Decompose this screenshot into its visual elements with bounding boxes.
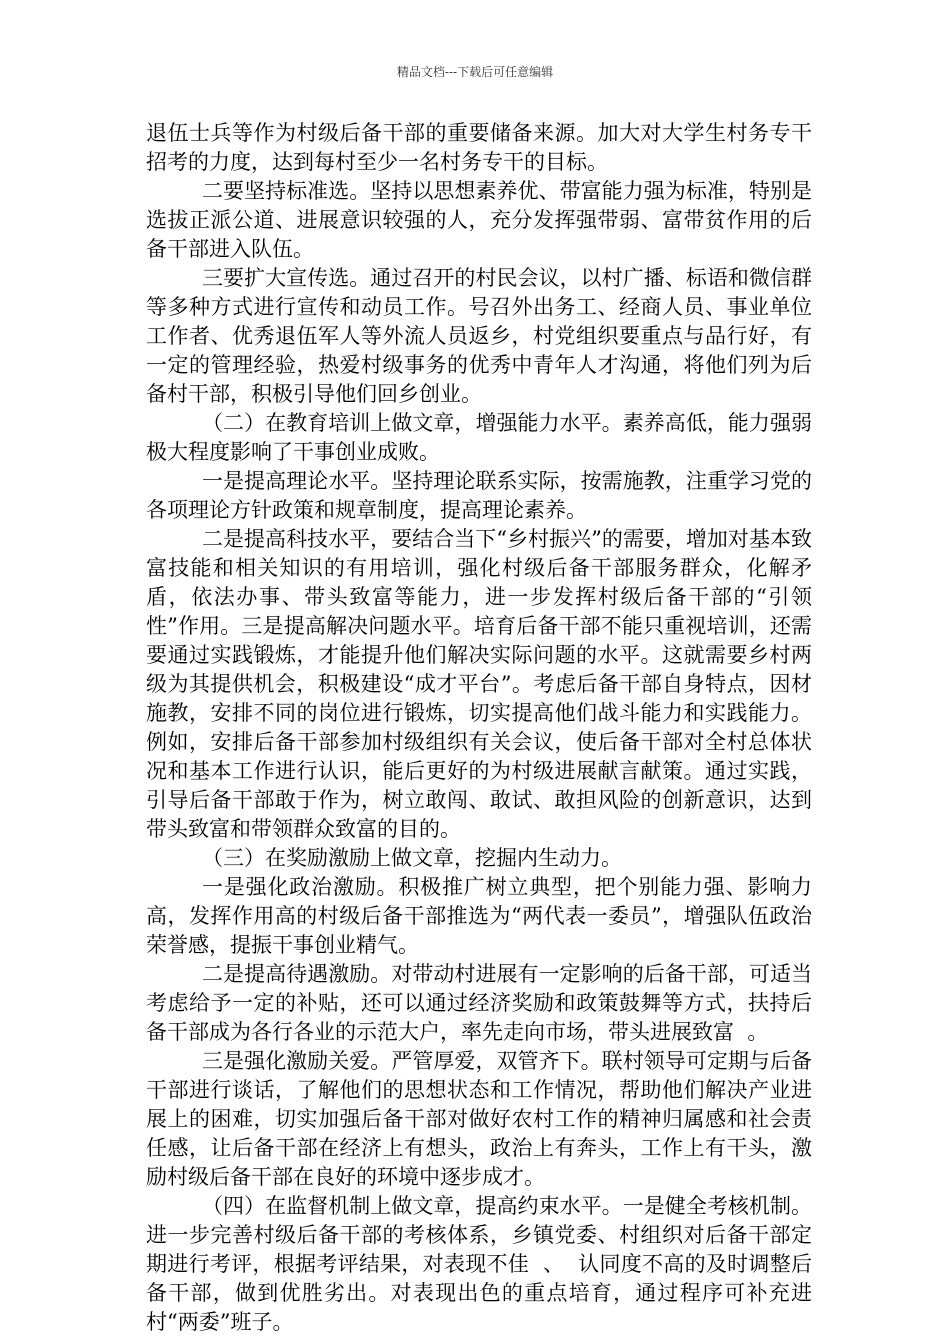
- paragraph: 二是提高科技水平，要结合当下“乡村振兴”的需要，增加对基本致富技能和相关知识的有用培训，强化村级后备干部服务群众，化解矛盾，依法办事、带头致富等能力，进一步发挥村级后备干部的“引领性”作用。三是提高解决问题水平。培育后备干部不能只重视培训，还需要通过实践锻炼，才能提升他们解决实际问题的水平。这就需要乡村两级为其提供机会，积极建设“成才平台”。考虑后备干部自身特点，因材施教，安排不同的岗位进行锻炼，切实提高他们战斗能力和实践能力。例如，安排后备干部参加村级组织有关会议，使后备干部对全村总体状况和基本工作进行认识，能后更好的为村级进展献言献策。通过实践，引导后备干部敢于作为，树立敢闯、敢试、敢担风险的创新意识，达到带头致富和带领群众致富的目的。: [146, 527, 812, 841]
- paragraph: 退伍士兵等作为村级后备干部的重要储备来源。加大对大学生村务专干招考的力度，达到每村至少一名村务专干的目标。: [146, 121, 812, 174]
- paragraph: 一是强化政治激励。积极推广树立典型，把个别能力强、影响力高，发挥作用高的村级后备干部推选为“两代表一委员”，增强队伍政治荣誉感，提振干事创业精气。: [146, 875, 812, 957]
- paragraph: 三要扩大宣传选。通过召开的村民会议，以村广播、标语和微信群等多种方式进行宣传和动员工作。号召外出务工、经商人员、事业单位工作者、优秀退伍军人等外流人员返乡，村党组织要重点与品行好，有一定的管理经验，热爱村级事务的优秀中青年人才沟通，将他们列为后备村干部，积极引导他们回乡创业。: [146, 266, 812, 406]
- section-heading-paragraph: （二）在教育培训上做文章，增强能力水平。素养高低，能力强弱极大程度影响了干事创业成败。: [146, 411, 812, 464]
- page-header: 精品文档---下载后可任意编辑: [396, 65, 554, 79]
- paragraph: 三是强化激励关爱。严管厚爱，双管齐下。联村领导可定期与后备干部进行谈话，了解他们的思想状态和工作情况，帮助他们解决产业进展上的困难，切实加强后备干部对做好农村工作的精神归属感和社会责任感，让后备干部在经济上有想头，政治上有奔头，工作上有干头，激励村级后备干部在良好的环境中逐步成才。: [146, 1049, 812, 1189]
- paragraph: 二是提高待遇激励。对带动村进展有一定影响的后备干部，可适当考虑给予一定的补贴，还可以通过经济奖励和政策鼓舞等方式，扶持后备干部成为各行各业的示范大户，率先走向市场，带头进展致富 。: [146, 962, 812, 1044]
- paragraph: 一是提高理论水平。坚持理论联系实际，按需施教，注重学习党的各项理论方针政策和规章制度，提高理论素养。: [146, 469, 812, 522]
- section-heading-paragraph: （四）在监督机制上做文章，提高约束水平。一是健全考核机制。进一步完善村级后备干部的考核体系，乡镇党委、村组织对后备干部定期进行考评，根据考评结果，对表现不佳 、 认同度不高的及时调整后备干部，做到优胜劣出。对表现出色的重点培育，通过程序可补充进村“两委”班子。: [146, 1194, 812, 1334]
- paragraph: 二要坚持标准选。坚持以思想素养优、带富能力强为标准，特别是选拔正派公道、进展意识较强的人，充分发挥强带弱、富带贫作用的后备干部进入队伍。: [146, 179, 812, 261]
- document-body: [146, 119, 812, 1337]
- section-heading-paragraph: （三）在奖励激励上做文章，挖掘内生动力。: [202, 846, 622, 870]
